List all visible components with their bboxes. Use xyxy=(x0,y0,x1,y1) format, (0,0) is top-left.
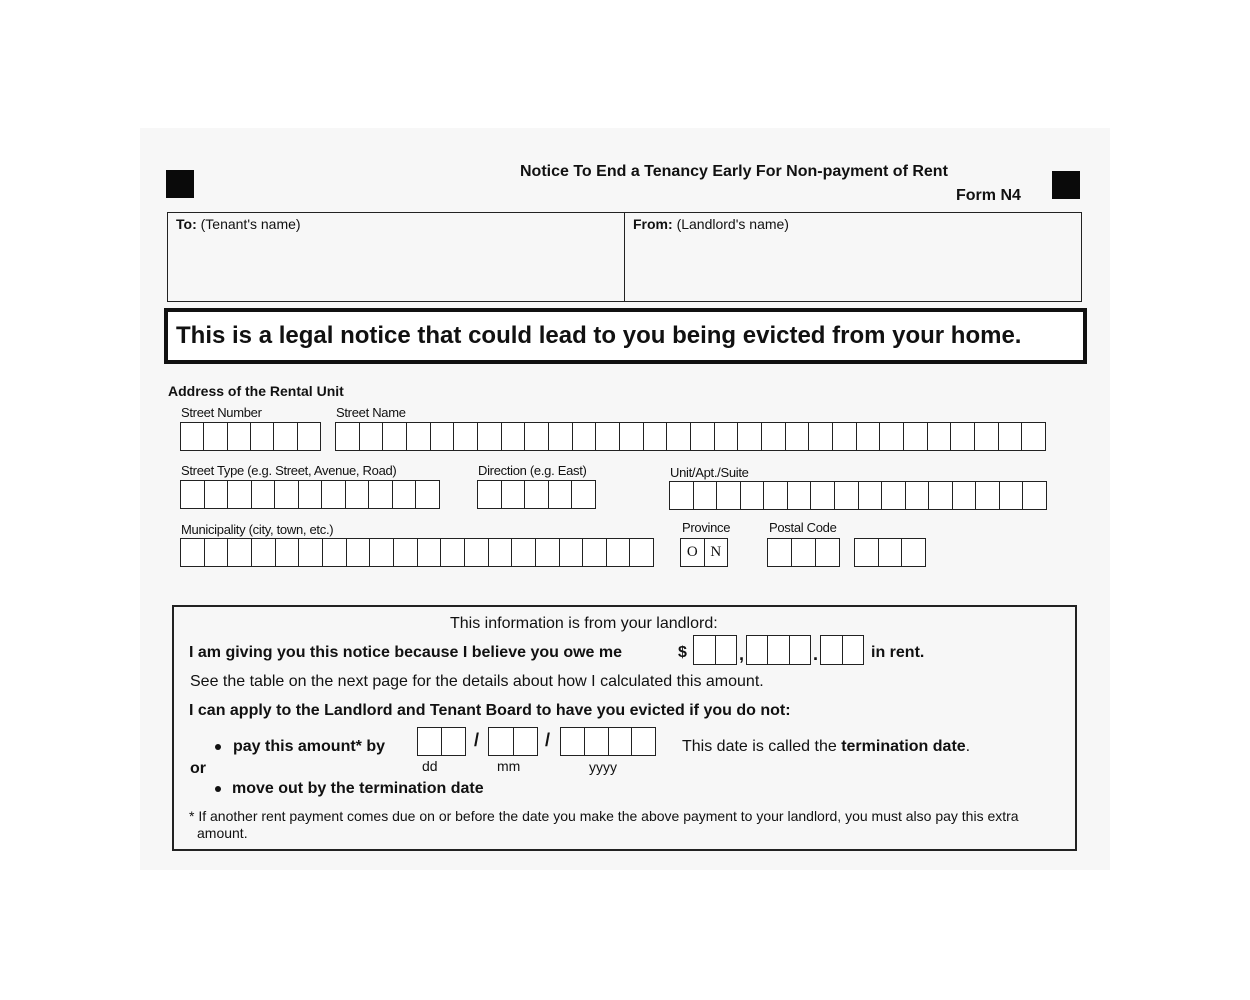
char-box[interactable] xyxy=(833,423,857,450)
char-box[interactable] xyxy=(478,423,502,450)
footnote: * If another rent payment comes due on or before the date you make the above payment to your landlord, you must also pay this extra amount. xyxy=(189,808,1019,841)
char-box[interactable] xyxy=(252,539,276,566)
province-label: Province xyxy=(682,520,731,535)
char-box[interactable] xyxy=(205,539,229,566)
char-box[interactable] xyxy=(976,482,1000,509)
amount-cents-boxes[interactable] xyxy=(820,635,864,665)
char-box[interactable] xyxy=(953,482,977,509)
char-box[interactable] xyxy=(855,539,879,566)
char-box[interactable] xyxy=(644,423,668,450)
char-box[interactable] xyxy=(549,423,573,450)
owe-statement: I am giving you this notice because I believe you owe me xyxy=(189,644,623,661)
day-caption: dd xyxy=(422,758,438,774)
char-box[interactable] xyxy=(880,423,904,450)
char-box[interactable] xyxy=(228,423,251,450)
tenant-name-field[interactable] xyxy=(168,213,624,301)
form-number: Form N4 xyxy=(956,187,1021,204)
bullet-icon xyxy=(215,786,221,792)
char-box[interactable] xyxy=(393,481,417,508)
street-number-label: Street Number xyxy=(181,405,262,420)
char-box[interactable] xyxy=(228,481,252,508)
char-box[interactable] xyxy=(525,481,549,508)
char-box[interactable] xyxy=(228,539,252,566)
char-box[interactable] xyxy=(585,728,609,755)
char-box[interactable] xyxy=(975,423,999,450)
postal-code-part2-boxes[interactable] xyxy=(854,538,926,567)
char-box[interactable] xyxy=(502,481,526,508)
postal-code-part1-boxes[interactable] xyxy=(767,538,840,567)
char-box[interactable] xyxy=(549,481,573,508)
char-box[interactable] xyxy=(632,728,655,755)
char-box[interactable] xyxy=(906,482,930,509)
char-box[interactable] xyxy=(738,423,762,450)
char-box[interactable] xyxy=(347,539,371,566)
landlord-name-field[interactable] xyxy=(624,213,1081,301)
char-box[interactable] xyxy=(370,539,394,566)
char-box[interactable] xyxy=(835,482,859,509)
char-box[interactable] xyxy=(667,423,691,450)
char-box[interactable] xyxy=(792,539,816,566)
char-box[interactable] xyxy=(716,636,737,664)
month-caption: mm xyxy=(497,758,521,774)
char-box[interactable] xyxy=(1023,482,1046,509)
bullet-icon xyxy=(215,744,221,750)
char-box[interactable] xyxy=(322,481,346,508)
char-box[interactable] xyxy=(882,482,906,509)
char-box[interactable] xyxy=(573,423,597,450)
char-box[interactable] xyxy=(670,482,694,509)
char-box[interactable] xyxy=(951,423,975,450)
char-box[interactable] xyxy=(747,636,768,664)
char-box[interactable] xyxy=(346,481,370,508)
char-box[interactable] xyxy=(786,423,810,450)
char-box[interactable] xyxy=(1000,482,1024,509)
see-table-note: See the table on the next page for the details about how I calculated this amount. xyxy=(190,673,764,690)
char-box[interactable] xyxy=(525,423,549,450)
char-box[interactable] xyxy=(276,539,300,566)
char-box[interactable] xyxy=(811,482,835,509)
char-box[interactable] xyxy=(768,539,792,566)
unit-boxes[interactable] xyxy=(669,481,1047,510)
char-box[interactable] xyxy=(252,481,276,508)
char-box[interactable] xyxy=(762,423,786,450)
or-text: or xyxy=(190,760,206,777)
char-box[interactable] xyxy=(369,481,393,508)
char-box[interactable] xyxy=(788,482,812,509)
street-type-label: Street Type (e.g. Street, Avenue, Road) xyxy=(181,463,397,478)
char-box[interactable] xyxy=(181,423,204,450)
termination-month-boxes[interactable] xyxy=(488,727,538,756)
char-box[interactable] xyxy=(928,423,952,450)
termination-suffix: . xyxy=(965,738,971,755)
char-box[interactable] xyxy=(764,482,788,509)
char-box[interactable]: O xyxy=(681,539,705,566)
char-box[interactable] xyxy=(691,423,715,450)
char-box[interactable] xyxy=(607,539,631,566)
char-box[interactable] xyxy=(694,636,716,664)
year-caption: yyyy xyxy=(589,759,617,775)
char-box[interactable] xyxy=(902,539,925,566)
char-box[interactable] xyxy=(741,482,765,509)
direction-label: Direction (e.g. East) xyxy=(478,463,587,478)
amount-thousands-boxes[interactable] xyxy=(693,635,737,665)
to-hint: (Tenant's name) xyxy=(200,216,301,232)
char-box[interactable] xyxy=(418,728,442,755)
char-box[interactable] xyxy=(572,481,595,508)
char-box[interactable] xyxy=(275,481,299,508)
from-hint: (Landlord's name) xyxy=(676,216,789,232)
char-box[interactable] xyxy=(879,539,903,566)
char-box[interactable] xyxy=(181,539,205,566)
unit-label: Unit/Apt./Suite xyxy=(670,465,749,480)
amount-decimal-point: . xyxy=(813,644,819,664)
char-box[interactable] xyxy=(999,423,1023,450)
char-box[interactable] xyxy=(536,539,560,566)
char-box[interactable] xyxy=(620,423,644,450)
char-box[interactable] xyxy=(561,728,585,755)
char-box[interactable] xyxy=(843,636,864,664)
char-box[interactable] xyxy=(512,539,536,566)
char-box[interactable] xyxy=(336,423,360,450)
to-label: To: xyxy=(176,216,197,232)
move-out-text: move out by the termination date xyxy=(232,780,484,797)
char-box[interactable] xyxy=(502,423,526,450)
char-box[interactable] xyxy=(442,728,465,755)
char-box[interactable] xyxy=(809,423,833,450)
amount-comma: , xyxy=(739,644,745,664)
char-box[interactable] xyxy=(694,482,718,509)
postal-code-label: Postal Code xyxy=(769,520,837,535)
street-name-boxes[interactable] xyxy=(335,422,1046,451)
char-box[interactable] xyxy=(1022,423,1045,450)
char-box[interactable] xyxy=(514,728,538,755)
pay-amount-text: pay this amount* by xyxy=(233,738,386,755)
char-box[interactable] xyxy=(441,539,465,566)
char-box[interactable] xyxy=(383,423,407,450)
street-type-boxes[interactable] xyxy=(180,480,440,509)
in-rent-text: in rent. xyxy=(871,644,925,661)
char-box[interactable] xyxy=(583,539,607,566)
parties-box xyxy=(167,212,1082,302)
date-slash-2: / xyxy=(545,730,551,750)
char-box[interactable] xyxy=(478,481,502,508)
char-box[interactable] xyxy=(465,539,489,566)
registration-mark-right xyxy=(1052,171,1080,199)
char-box[interactable] xyxy=(816,539,839,566)
termination-day-boxes[interactable] xyxy=(417,727,466,756)
char-box[interactable] xyxy=(489,728,514,755)
termination-bold: termination date xyxy=(841,738,966,755)
from-label: From: xyxy=(633,216,673,232)
char-box[interactable] xyxy=(768,636,789,664)
char-box[interactable] xyxy=(394,539,418,566)
char-box[interactable] xyxy=(717,482,741,509)
char-box[interactable] xyxy=(904,423,928,450)
char-box[interactable] xyxy=(274,423,297,450)
char-box[interactable] xyxy=(609,728,633,755)
direction-boxes[interactable] xyxy=(477,480,596,509)
char-box[interactable] xyxy=(857,423,881,450)
can-apply-statement: I can apply to the Landlord and Tenant Board to have you evicted if you do not: xyxy=(189,702,791,719)
termination-year-boxes[interactable] xyxy=(560,727,656,756)
char-box[interactable] xyxy=(407,423,431,450)
info-heading: This information is from your landlord: xyxy=(450,615,718,632)
char-box[interactable] xyxy=(299,481,323,508)
street-name-label: Street Name xyxy=(336,405,406,420)
char-box[interactable] xyxy=(560,539,584,566)
char-box[interactable] xyxy=(299,539,323,566)
char-box[interactable] xyxy=(431,423,455,450)
street-number-boxes[interactable] xyxy=(180,422,321,451)
legal-warning: This is a legal notice that could lead to you being evicted from your home. xyxy=(164,308,1087,364)
char-box[interactable] xyxy=(859,482,883,509)
char-box[interactable] xyxy=(323,539,347,566)
char-box[interactable] xyxy=(821,636,843,664)
char-box[interactable] xyxy=(205,481,229,508)
char-box[interactable] xyxy=(251,423,274,450)
char-box[interactable] xyxy=(360,423,384,450)
termination-prefix: This date is called the xyxy=(682,738,837,755)
char-box[interactable] xyxy=(489,539,513,566)
char-box[interactable] xyxy=(454,423,478,450)
address-section-label: Address of the Rental Unit xyxy=(168,383,344,399)
char-box[interactable] xyxy=(596,423,620,450)
char-box[interactable] xyxy=(416,481,439,508)
char-box[interactable]: N xyxy=(710,544,722,560)
municipality-label: Municipality (city, town, etc.) xyxy=(181,522,334,537)
char-box[interactable] xyxy=(418,539,442,566)
char-box[interactable] xyxy=(715,423,739,450)
char-box[interactable] xyxy=(298,423,320,450)
char-box[interactable] xyxy=(790,636,810,664)
char-box[interactable] xyxy=(929,482,953,509)
municipality-boxes[interactable] xyxy=(180,538,654,567)
province-boxes[interactable] xyxy=(680,538,728,567)
termination-date-note xyxy=(682,738,970,756)
char-box[interactable] xyxy=(181,481,205,508)
form-title: Notice To End a Tenancy Early For Non-payment of Rent xyxy=(520,163,948,180)
char-box[interactable] xyxy=(630,539,653,566)
amount-units-boxes[interactable] xyxy=(746,635,811,665)
registration-mark-left xyxy=(166,170,194,198)
char-box[interactable] xyxy=(204,423,227,450)
dollar-sign: $ xyxy=(678,644,687,661)
date-slash-1: / xyxy=(474,730,480,750)
